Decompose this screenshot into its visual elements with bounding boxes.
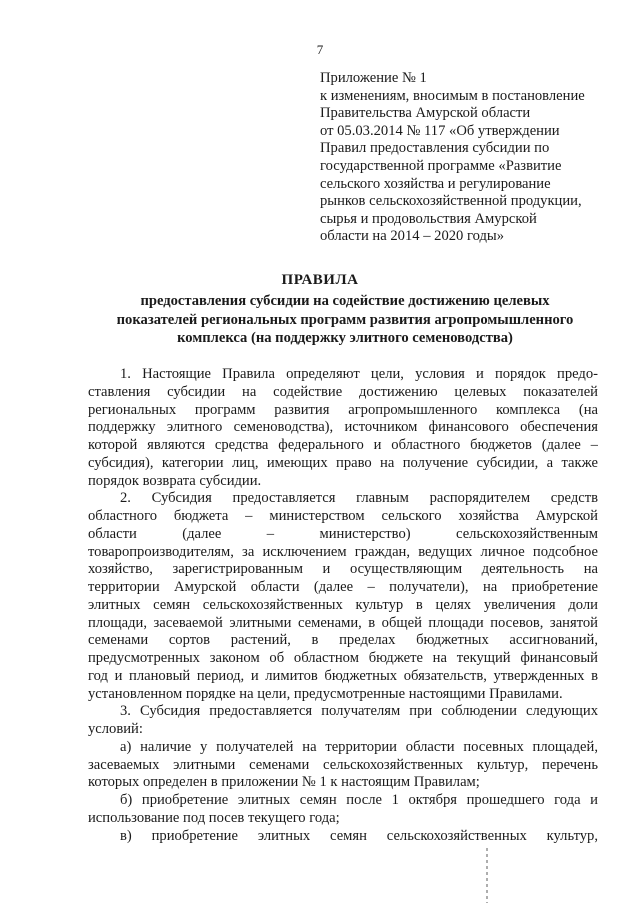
body-line: использование под посев текущего года; (88, 809, 340, 826)
subtitle-line: предоставления субсидии на содействие достижению целевых (140, 293, 550, 309)
body-line: 2. Субсидия предоставляется главным распорядителем средств (120, 490, 598, 507)
appendix-line: области на 2014 – 2020 годы» (320, 228, 505, 245)
body-line: которых определен в приложении № 1 к настоящим Правилам; (88, 774, 480, 791)
body-line: элитных семян сельскохозяйственных культур в целях увеличения доли (88, 596, 598, 613)
body-line: площади, засеваемой элитными семенами, в общей площади посевов, занятой (88, 614, 598, 631)
appendix-line: Приложение № 1 (320, 70, 427, 86)
body-line: установленном порядке на цели, предусмотренные настоящими Правилами. (88, 685, 563, 702)
page-number: 7 (316, 42, 324, 57)
body-line: области (далее – министерство) сельскохозяйственным (88, 525, 598, 542)
appendix-line: Правил предоставления субсидии по (320, 140, 550, 157)
document-subtitle (95, 292, 595, 348)
appendix-block (320, 70, 615, 246)
body-text (88, 366, 598, 845)
appendix-line: сельского хозяйства и регулирование (320, 175, 551, 192)
body-line: товаропроизводителям, за исключением граждан, ведущих личное подсобное (88, 543, 598, 560)
body-line: условий: (88, 721, 143, 737)
body-line: субсидия), категории лиц, имеющих право на получение субсидии, а также (88, 454, 598, 471)
appendix-line: государственной программе «Развитие (320, 157, 562, 174)
appendix-line: от 05.03.2014 № 117 «Об утверждении (320, 122, 560, 139)
body-line: региональных программ развития агропромышленного комплекса (на (88, 401, 598, 418)
body-line: а) наличие у получателей на территории области посевных площадей, (120, 738, 598, 755)
body-line: год и плановый период, и лимитов бюджетных обязательств, утвержденных в (88, 667, 598, 684)
body-line: семенами сортов растений, в пределах бюджетных ассигнований, (88, 632, 598, 649)
appendix-line: Правительства Амурской области (320, 105, 531, 122)
document-title: ПРАВИЛА (281, 272, 359, 288)
body-line: б) приобретение элитных семян после 1 октября прошедшего года и (120, 792, 598, 808)
body-line: территории Амурской области (далее – получатели), на приобретение (88, 579, 598, 595)
body-line: ставления субсидии на содействие достижению целевых показателей (88, 383, 598, 400)
body-line: 3. Субсидия предоставляется получателям при соблюдении следующих (120, 703, 598, 720)
body-line: предусмотренных законом об областном бюджете на текущий финансовый (88, 650, 598, 666)
appendix-line: рынков сельскохозяйственной продукции, (320, 193, 582, 210)
body-line: в) приобретение элитных семян сельскохозяйственных культур, (120, 827, 598, 844)
body-line: засеваемых элитными семенами сельскохозяйственных культур, перечень (88, 756, 598, 773)
scan-artifact (486, 848, 488, 903)
subtitle-line: комплекса (на поддержку элитного семеноводства) (177, 330, 513, 346)
body-line: 1. Настоящие Правила определяют цели, условия и порядок предо- (120, 366, 598, 382)
body-line: порядок возврата субсидии. (88, 472, 262, 489)
appendix-line: сырья и продовольствия Амурской (320, 210, 537, 227)
subtitle-line: показателей региональных программ развития агропромышленного (116, 311, 574, 328)
body-line: которой являются средства федерального и областного бюджетов (далее – (88, 437, 598, 453)
body-line: хозяйство, зарегистрированным и осуществляющим деятельность на (88, 561, 598, 578)
appendix-line: к изменениям, вносимым в постановление (320, 87, 585, 104)
body-line: поддержку элитного семеноводства), источником финансового обеспечения (88, 419, 598, 436)
body-line: областного бюджета – министерством сельского хозяйства Амурской (88, 508, 598, 524)
